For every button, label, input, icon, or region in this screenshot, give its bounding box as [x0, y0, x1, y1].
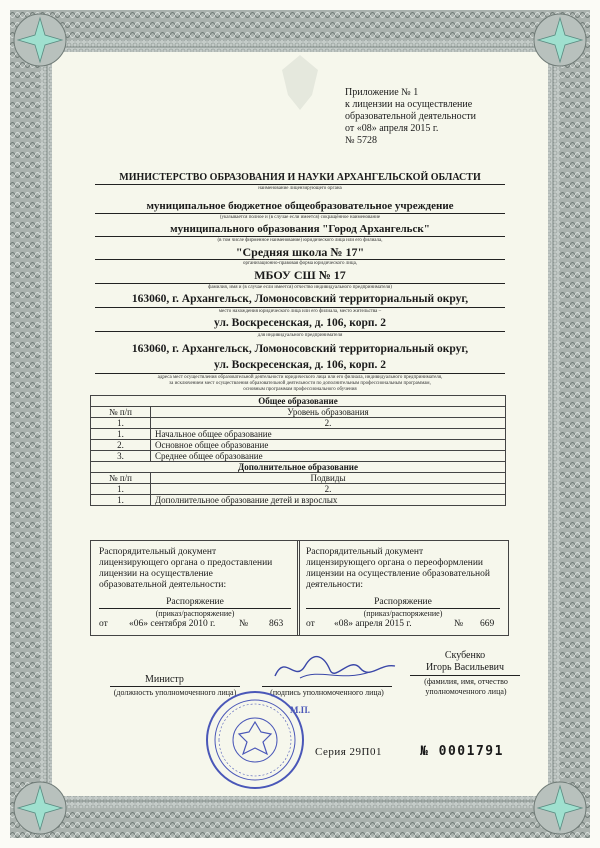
row-name: Основное общее образование: [151, 440, 506, 451]
row-name: Начальное общее образование: [151, 429, 506, 440]
row-num: 1.: [91, 495, 151, 506]
doc-right-date: «08» апреля 2015 г.: [334, 619, 412, 629]
doc-left-num: 863: [269, 619, 284, 629]
table-row: [91, 473, 506, 484]
org-full-name-2: муниципального образования "Город Архангельск": [170, 223, 430, 235]
ministry-name: МИНИСТЕРСТВО ОБРАЗОВАНИЯ И НАУКИ АРХАНГЕЛЬСКОЙ ОБЛАСТИ: [119, 172, 481, 183]
signer-surname: Скубенко: [444, 650, 486, 661]
table-row: [91, 451, 506, 462]
blank-series: Серия 29П01: [315, 746, 382, 758]
row-num: 1.: [91, 429, 151, 440]
table-row: [91, 495, 506, 506]
doc-left-type-caption: (приказ/распоряжение): [155, 609, 235, 618]
col-level-header: Уровень образования: [151, 407, 506, 418]
activity-address-1: 163060, г. Архангельск, Ломоносовский территориальный округ,: [131, 343, 469, 355]
signer-given-names: Игорь Васильевич: [425, 662, 505, 673]
col-sub-header: Подвиды: [151, 473, 506, 484]
doc-right-line-2: лицензирующего органа о переоформлении: [306, 558, 483, 568]
org-address-2: ул. Воскресенская, д. 106, корп. 2: [213, 317, 387, 329]
ministry-caption: наименование лицензирующего органа: [258, 186, 342, 191]
appendix-block: [345, 87, 505, 147]
activity-address-2: ул. Воскресенская, д. 106, корп. 2: [213, 359, 387, 371]
table-row: [91, 407, 506, 418]
doc-right-box: [297, 540, 509, 636]
position-caption: (должность уполномоченного лица): [113, 688, 237, 697]
name-caption-1: (фамилия, имя, отчество: [424, 677, 508, 686]
table-row: [91, 396, 506, 407]
org-caption-7: адреса мест осуществления образовательной деятельности юридического лица или его филиала, индивидуального предпринимателя,: [157, 375, 443, 380]
appendix-line-1: Приложение № 1: [345, 87, 419, 98]
org-caption-4: фамилия, имя и (в случае если имеется) отчество индивидуального предпринимателя): [208, 285, 392, 290]
doc-left-date: «06» сентября 2010 г.: [129, 619, 216, 629]
col-num-header: № п/п: [91, 407, 151, 418]
name-caption-2: уполномоченного лица): [425, 687, 507, 696]
doc-left-line-1: Распорядительный документ: [99, 547, 217, 557]
col-index-2: 2.: [151, 484, 506, 495]
doc-right-from: от: [306, 619, 315, 629]
org-caption-1: (указывается полное и (в случае если имеется) сокращённое наименование: [219, 215, 381, 220]
doc-left-from: от: [99, 619, 108, 629]
row-num: 3.: [91, 451, 151, 462]
table-row: [91, 440, 506, 451]
table-row: [91, 429, 506, 440]
col-index-1: 1.: [91, 418, 151, 429]
appendix-line-3: образовательной деятельности: [345, 111, 476, 122]
org-caption-3: организационно-правовая форма юридического лица,: [242, 261, 358, 266]
doc-left-line-3: лицензии на осуществление: [99, 569, 213, 579]
doc-left-line-2: лицензирующего органа о предоставлении: [99, 558, 273, 568]
signer-name-block: [410, 650, 520, 674]
blank-number: № 0001791: [420, 744, 504, 759]
row-name: Среднее общее образование: [151, 451, 506, 462]
doc-right-line-3: лицензии на осуществление образовательной: [306, 569, 490, 579]
col-index-2: 2.: [151, 418, 506, 429]
table-row: [91, 418, 506, 429]
doc-right-type-caption: (приказ/распоряжение): [363, 609, 443, 618]
doc-right-type: Распоряжение: [374, 597, 432, 607]
org-address-1: 163060, г. Архангельск, Ломоносовский территориальный округ,: [131, 293, 469, 305]
doc-right-line-1: Распорядительный документ: [306, 547, 424, 557]
name-caption-block: [402, 677, 530, 697]
table-row: [91, 462, 506, 473]
handwritten-signature-icon: [270, 648, 400, 688]
sign-caption: (подпись уполномоченного лица): [270, 688, 384, 697]
doc-left-line-4: образовательной деятельности:: [99, 580, 227, 590]
org-caption-5: место нахождения юридического лица или его филиала, место жительства –: [218, 309, 382, 314]
org-full-name-3: "Средняя школа № 17": [235, 245, 365, 259]
signer-position: Министр: [145, 674, 184, 685]
org-caption-6: для индивидуального предпринимателя: [257, 333, 343, 338]
org-short-name: МБОУ СШ № 17: [254, 268, 346, 282]
org-full-name-1: муниципальное бюджетное общеобразовательное учреждение: [146, 200, 454, 212]
doc-right-num: 669: [480, 619, 495, 629]
org-caption-2: (в том числе фирменное наименование) юридического лица или его филиала,: [217, 238, 383, 243]
col-num-header: № п/п: [91, 473, 151, 484]
col-index-1: 1.: [91, 484, 151, 495]
general-education-title: Общее образование: [91, 396, 506, 407]
row-num: 2.: [91, 440, 151, 451]
table-row: [91, 484, 506, 495]
doc-left-type: Распоряжение: [166, 597, 224, 607]
row-name: Дополнительное образование детей и взрослых: [151, 495, 506, 506]
appendix-line-2: к лицензии на осуществление: [345, 99, 473, 110]
doc-left-num-label: №: [239, 619, 249, 629]
doc-right-num-label: №: [454, 619, 464, 629]
doc-right-line-4: деятельности:: [306, 580, 364, 590]
additional-education-title: Дополнительное образование: [91, 462, 506, 473]
doc-left-box: [90, 540, 300, 636]
education-levels-table: [90, 395, 506, 506]
org-caption-9: основным программам профессионального обучения: [243, 387, 357, 392]
appendix-line-4: от «08» апреля 2015 г.: [345, 123, 439, 134]
org-caption-8: за исключением мест осуществления образовательной деятельности по дополнительным профессиональным программам,: [169, 381, 431, 386]
appendix-line-5: № 5728: [345, 135, 378, 146]
mp-mark: М.П.: [290, 705, 310, 715]
